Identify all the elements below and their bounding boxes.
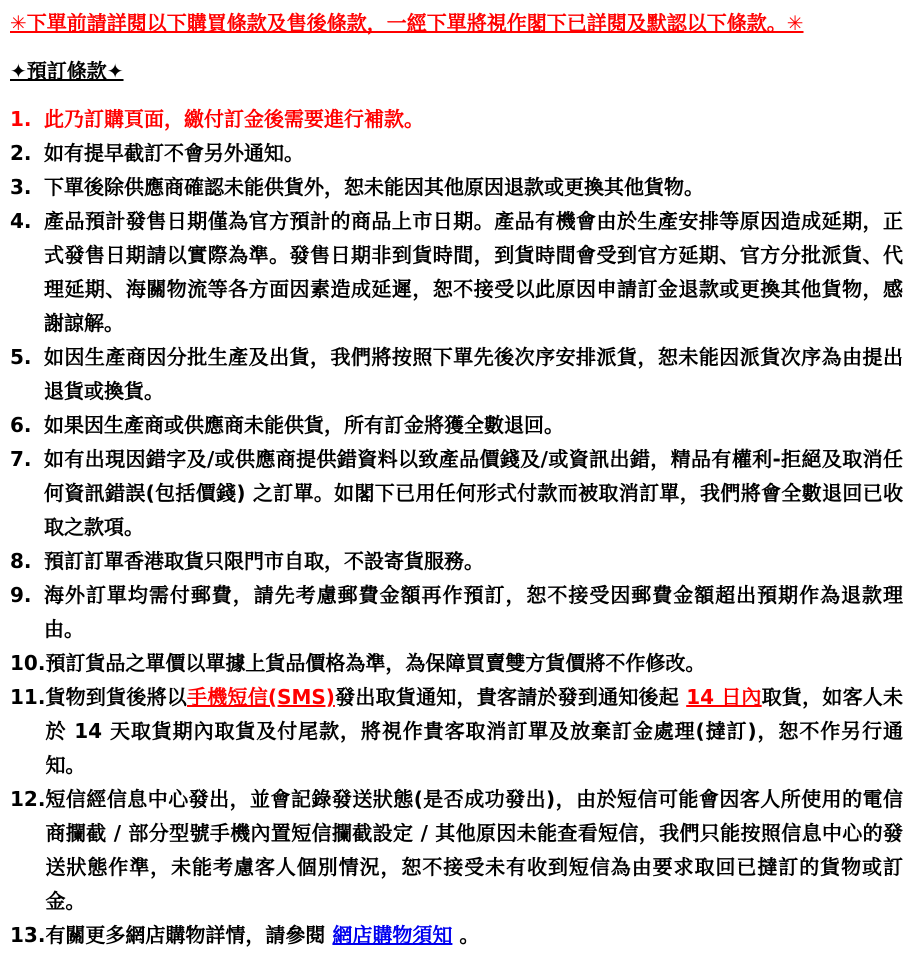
text-segment: 如有提早截訂不會另外通知。 [44,141,304,165]
term-item [10,136,903,170]
terms-list [10,102,903,952]
text-segment: 下單後除供應商確認未能供貨外，恕未能因其他原因退款或更換其他貨物。 [44,175,704,199]
term-text [45,680,903,782]
term-text [45,782,903,918]
shop-guide-link[interactable]: 網店購物須知 [332,923,453,947]
term-text [44,544,903,578]
text-segment: 短信經信息中心發出，並會記錄發送狀態(是否成功發出)，由於短信可能會因客人所使用的電信商攔截 / 部分型號手機內置短信攔截設定 / 其他原因未能查看短信，我們只能按照信息中心的發送狀態作準，未能考慮客人個別情況，恕不接受未有收到短信為由要求取回已撻訂的貨物或訂金。 [45,787,903,913]
term-text [44,136,903,170]
text-segment: 如有出現因錯字及/或供應商提供錯資料以致產品價錢及/或資訊出錯，精品有權利-拒絕及取消任何資訊錯誤(包括價錢) 之訂單。如閣下已用任何形式付款而被取消訂單，我們將會全數退回已收取之款項。 [44,447,903,539]
text-segment: 發出取貨通知，貴客請於發到通知後起 [334,685,687,709]
text-segment: 。 [452,923,480,947]
term-number: 10. [10,651,46,675]
section-title: ✦預訂條款✦ [10,59,124,83]
term-number: 2. [10,141,32,165]
text-segment: 產品預計發售日期僅為官方預計的商品上市日期。產品有機會由於生產安排等原因造成延期，正式發售日期請以實際為準。發售日期非到貨時間，到貨時間會受到官方延期、官方分批派貨、代理延期、海關物流等各方面因素造成延遲，恕不接受以此原因申請訂金退款或更換其他貨物，感謝諒解。 [44,209,903,335]
text-segment: 預訂貨品之單價以單據上貨品價格為準，為保障買賣雙方貨價將不作修改。 [45,651,706,675]
term-number: 1. [10,107,32,131]
term-number: 3. [10,175,32,199]
term-item [10,680,903,782]
notice-title: ✳下單前請詳閱以下購買條款及售後條款，一經下單將視作閣下已詳閱及默認以下條款。✳ [10,11,804,35]
term-item [10,340,903,408]
text-segment: 有關更多網店購物詳情，請參閱 [45,923,333,947]
term-item [10,578,903,646]
text-segment: 如因生產商因分批生產及出貨，我們將按照下單先後次序安排派貨，恕未能因派貨次序為由提出退貨或換貨。 [44,345,903,403]
term-item [10,102,903,136]
term-text [44,442,903,544]
term-number: 5. [10,345,32,369]
term-item [10,646,903,680]
term-item [10,442,903,544]
text-segment: 海外訂單均需付郵費，請先考慮郵費金額再作預訂，恕不接受因郵費金額超出預期作為退款理由。 [44,583,903,641]
term-text [44,408,903,442]
term-item [10,408,903,442]
text-segment: 此乃訂購頁面，繳付訂金後需要進行補款。 [44,107,424,131]
term-item [10,782,903,918]
term-item [10,918,903,952]
text-segment: 貨物到貨後將以 [45,685,188,709]
highlighted-text: 14 日內 [686,685,762,709]
term-number: 12. [10,787,46,811]
term-number: 7. [10,447,32,471]
highlighted-text: 手機短信(SMS) [187,685,335,709]
term-number: 6. [10,413,32,437]
text-segment: 預訂訂單香港取貨只限門市自取，不設寄貨服務。 [44,549,484,573]
text-segment: 取貨，如客人未於 14 天取貨期內取貨及付尾款，將視作貴客取消訂單及放棄訂金處理(撻訂)，恕不作另行通知。 [45,685,904,777]
term-number: 11. [10,685,46,709]
term-text [44,578,903,646]
term-text [44,102,903,136]
term-item [10,204,903,340]
term-item [10,170,903,204]
term-number: 8. [10,549,32,573]
term-item [10,544,903,578]
term-text [45,646,903,680]
term-number: 4. [10,209,32,233]
term-number: 13. [10,923,46,947]
text-segment: 如果因生產商或供應商未能供貨，所有訂金將獲全數退回。 [44,413,564,437]
term-text [44,340,903,408]
term-number: 9. [10,583,32,607]
term-text [44,170,903,204]
term-text [45,918,903,952]
term-text [44,204,903,340]
